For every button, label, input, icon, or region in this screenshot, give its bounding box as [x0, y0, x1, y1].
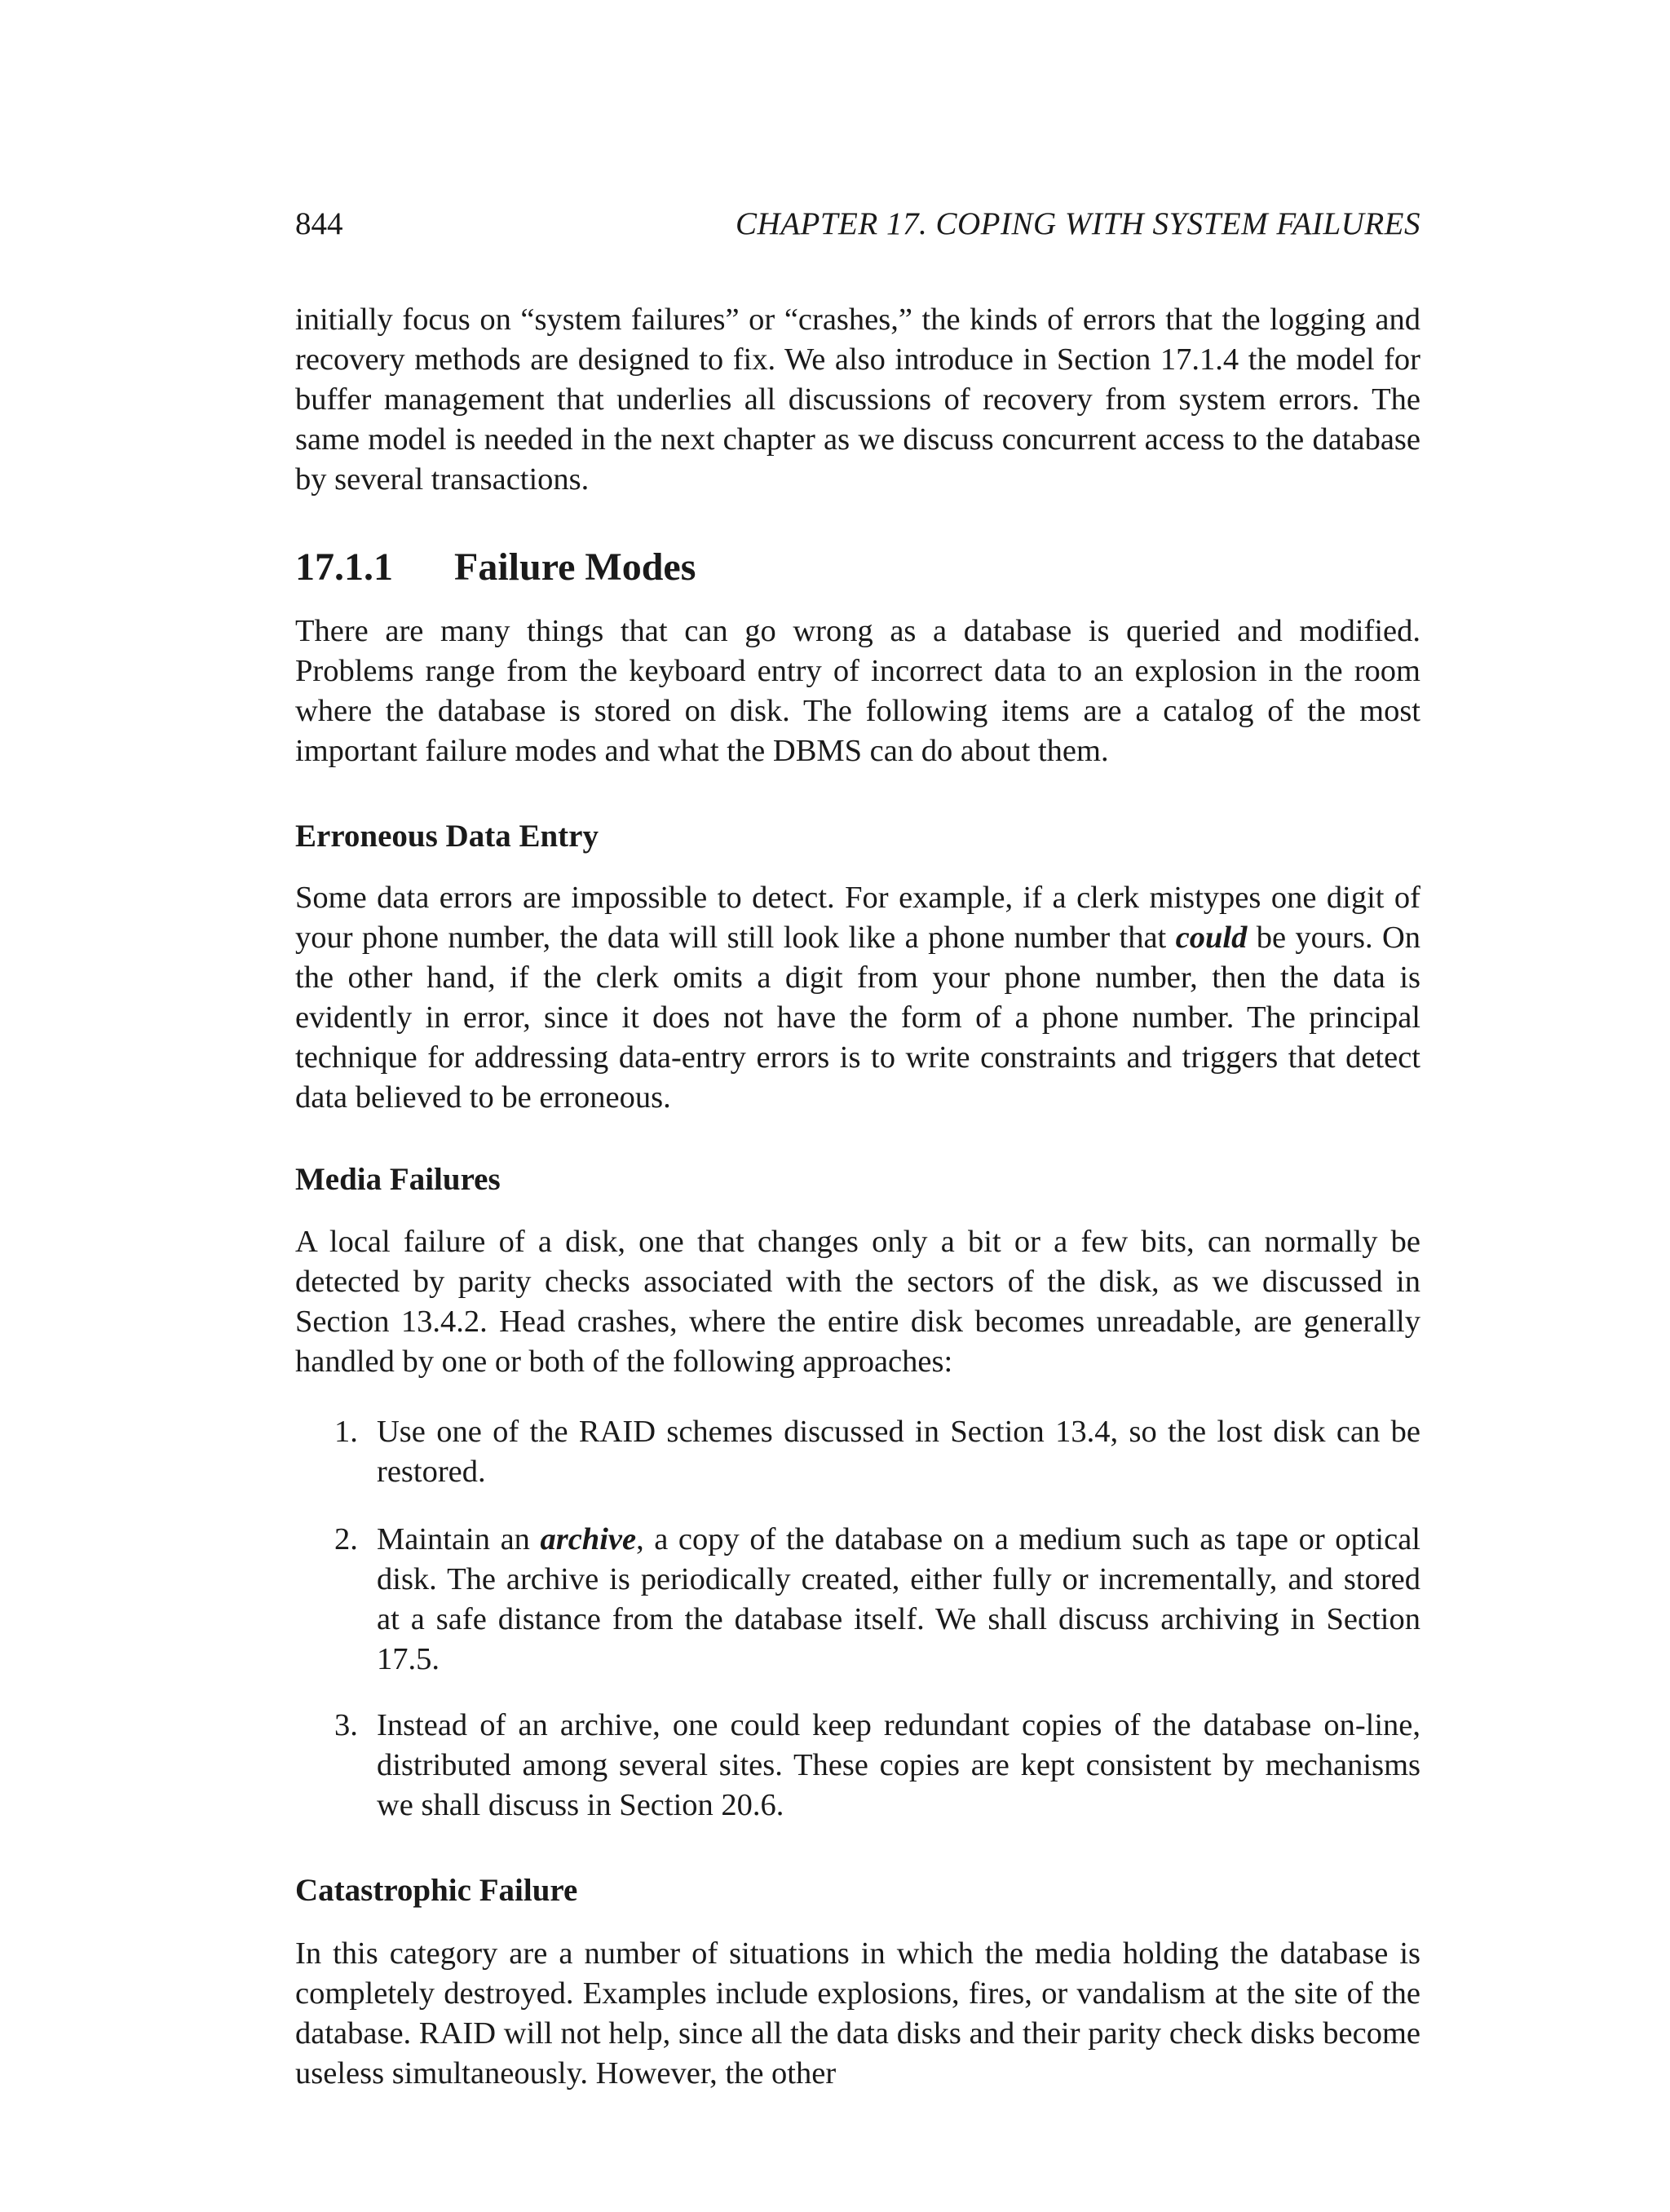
catastrophic-block [295, 1934, 1420, 2094]
list-item-number: 3. [334, 1708, 358, 1742]
erroneous-block [295, 878, 1420, 1118]
erroneous-text-after: be yours. On the other hand, if the clerk omits a digit from your phone number, then the data is evidently in error, since it does not have the form of a phone number. The principal technique for addressing data-entry errors is to write constraints and triggers that detect data believed to be erroneous. [295, 921, 1420, 1115]
list-item-text: Use one of the RAID schemes discussed in Section 13.4, so the lost disk can be restored. [377, 1415, 1420, 1489]
archive-emphasis: archive [540, 1522, 637, 1556]
media-list-3 [295, 1706, 1420, 1826]
list-item [295, 1706, 1420, 1826]
page-header [295, 205, 1420, 246]
intro-paragraph: initially focus on “system failures” or “crashes,” the kinds of errors that the logging and recovery methods are designed to fix. We also introduce in Section 17.1.4 the model for buffer management that underlies all discussions of recovery from system errors. The same model is needed in the next chapter as we discuss concurrent access to the database by several transactions. [295, 302, 1420, 497]
erroneous-text-before: Some data errors are impossible to detect. For example, if a clerk mistypes one digit of your phone number, the data will still look like a phone number that [295, 881, 1420, 955]
intro-block [295, 300, 1420, 500]
list-item-number: 2. [334, 1522, 358, 1556]
list-item [295, 1520, 1420, 1680]
list-item [295, 1412, 1420, 1492]
page-number: 844 [295, 206, 343, 241]
section-heading-block [295, 545, 1420, 590]
erroneous-heading-block [295, 817, 1420, 856]
media-block [295, 1222, 1420, 1382]
approaches-list [295, 1706, 1420, 1826]
media-list [295, 1412, 1420, 1492]
approaches-list [295, 1412, 1420, 1492]
catastrophic-heading-block [295, 1871, 1420, 1910]
list-item-number: 1. [334, 1415, 358, 1449]
list-item-text-before: Maintain an [377, 1522, 541, 1556]
media-heading: Media Failures [295, 1162, 501, 1197]
catastrophic-heading: Catastrophic Failure [295, 1873, 578, 1908]
list-item-text-after: , a copy of the database on a medium such as tape or optical disk. The archive is periodically created, either fully or incrementally, and stored at a safe distance from the database itself. We shall discuss archiving in Section 17.5. [377, 1522, 1420, 1676]
section-paragraph: There are many things that can go wrong as a database is queried and modified. Problems range from the keyboard entry of incorrect data to an explosion in the room where the database is stored on disk. The following items are a catalog of the most important failure modes and what the DBMS can do about them. [295, 614, 1420, 768]
media-list-2 [295, 1520, 1420, 1680]
list-item-text: Instead of an archive, one could keep redundant copies of the database on-line, distributed among several sites. These copies are kept consistent by mechanisms we shall discuss in Section 20.6. [377, 1708, 1420, 1822]
erroneous-heading: Erroneous Data Entry [295, 819, 599, 854]
erroneous-paragraph [295, 878, 1420, 1118]
approaches-list [295, 1520, 1420, 1680]
running-head: CHAPTER 17. COPING WITH SYSTEM FAILURES [736, 206, 1420, 241]
section-heading [295, 545, 1420, 590]
section-title: Failure Modes [454, 545, 696, 589]
erroneous-emphasis: could [1175, 921, 1248, 955]
media-heading-block [295, 1160, 1420, 1199]
media-paragraph: A local failure of a disk, one that changes only a bit or a few bits, can normally be detected by parity checks associated with the sectors of the disk, as we discussed in Section 13.4.2. Head crashes, where the entire disk becomes unreadable, are generally handled by one or both of the following approaches: [295, 1225, 1420, 1379]
section-number: 17.1.1 [295, 545, 393, 589]
catastrophic-paragraph: In this category are a number of situations in which the media holding the database is completely destroyed. Examples include explosions, fires, or vandalism at the site of the database. RAID will not help, since all the data disks and their parity check disks become useless simultaneously. However, the other [295, 1936, 1420, 2091]
section-intro-block [295, 612, 1420, 771]
